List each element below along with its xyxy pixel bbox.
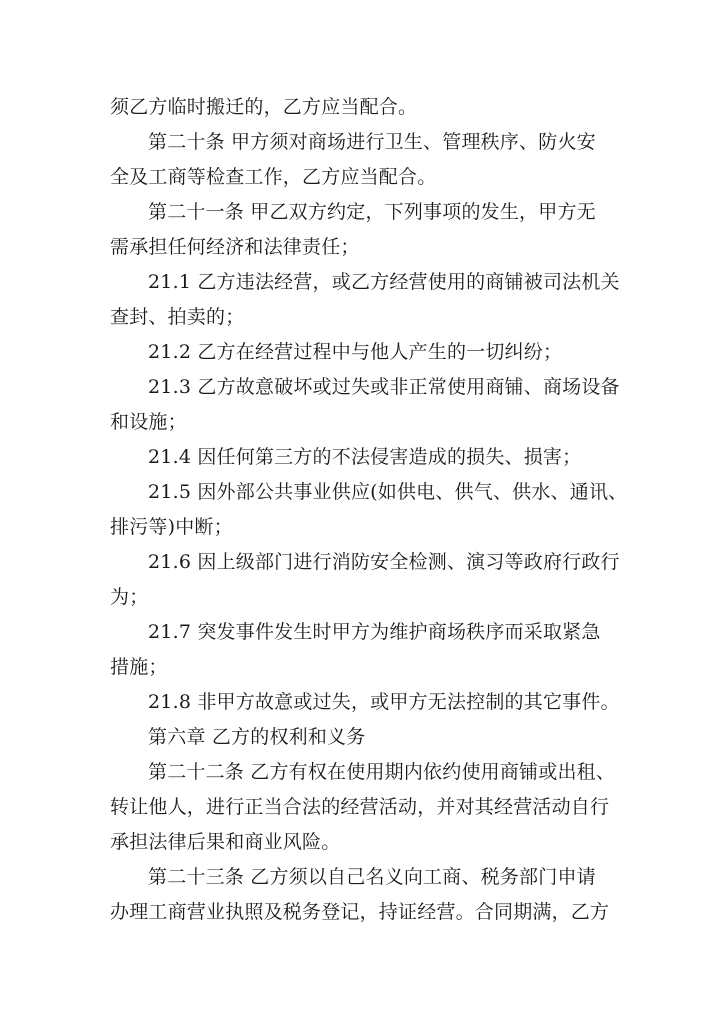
text-line: 需承担任何经济和法律责任； [110, 236, 360, 258]
text-line: 21.3 乙方故意破坏或过失或非正常使用商铺、商场设备 [148, 376, 620, 398]
text-line: 全及工商等检查工作，乙方应当配合。 [110, 166, 437, 188]
text-line: 为； [110, 586, 149, 608]
text-line: 21.4 因任何第三方的不法侵害造成的损失、损害； [148, 446, 582, 468]
text-line: 第二十条 甲方须对商场进行卫生、管理秩序、防火安 [148, 131, 596, 153]
text-line: 21.1 乙方违法经营，或乙方经营使用的商铺被司法机关 [148, 271, 620, 293]
text-line: 21.8 非甲方故意或过失，或甲方无法控制的其它事件。 [148, 691, 620, 713]
text-line: 转让他人，进行正当合法的经营活动，并对其经营活动自行 [110, 796, 610, 818]
text-line: 办理工商营业执照及税务登记，持证经营。合同期满，乙方 [110, 901, 610, 923]
text-line: 第六章 乙方的权利和义务 [148, 726, 366, 748]
text-line: 和设施； [110, 411, 187, 433]
text-line: 查封、拍卖的； [110, 306, 245, 328]
text-line: 第二十三条 乙方须以自己名义向工商、税务部门申请 [148, 866, 596, 888]
text-line: 承担法律后果和商业风险。 [110, 831, 341, 853]
text-line: 21.6 因上级部门进行消防安全检测、演习等政府行政行 [148, 551, 620, 573]
text-line: 21.5 因外部公共事业供应(如供电、供气、供水、通讯、 [148, 481, 628, 503]
text-line: 第二十二条 乙方有权在使用期内依约使用商铺或出租、 [148, 761, 616, 783]
text-line: 排污等)中断； [110, 516, 233, 538]
text-line: 21.2 乙方在经营过程中与他人产生的一切纠纷； [148, 341, 563, 363]
text-line: 第二十一条 甲乙双方约定，下列事项的发生，甲方无 [148, 201, 596, 223]
text-line: 21.7 突发事件发生时甲方为维护商场秩序而采取紧急 [148, 621, 601, 643]
text-line: 措施； [110, 656, 168, 678]
document-body [110, 90, 628, 930]
text-line: 须乙方临时搬迁的，乙方应当配合。 [110, 96, 418, 118]
